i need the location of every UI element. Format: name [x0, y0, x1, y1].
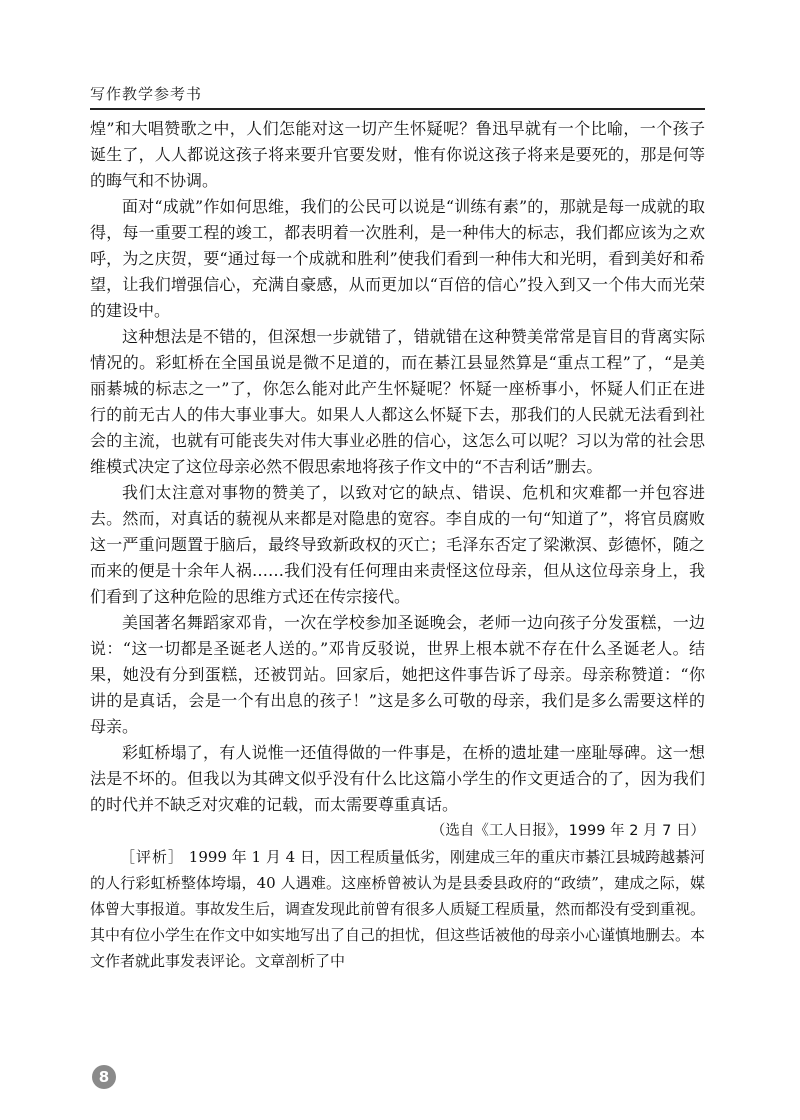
commentary — [90, 844, 705, 974]
commentary-tag: ［评析］ — [120, 848, 185, 866]
article-body — [90, 116, 705, 974]
paragraph-3: 这种想法是不错的，但深想一步就错了，错就错在这种赞美常常是盲目的背离实际情况的。彩虹桥在全国虽说是微不足道的，而在綦江县显然算是“重点工程”了，“是美丽綦城的标志之一”了，你怎么能对此产生怀疑呢？怀疑一座桥事小，怀疑人们正在进行的前无古人的伟大事业事大。如果人人都这么怀疑下去，那我们的人民就无法看到社会的主流，也就有可能丧失对伟大事业必胜的信心，这怎么可以呢？习以为常的社会思维模式决定了这位母亲必然不假思索地将孩子作文中的“不吉利话”删去。 — [90, 327, 705, 476]
page-number: 8 — [92, 1065, 116, 1089]
header-title: 写作教学参考书 — [90, 85, 203, 103]
page-header — [90, 70, 705, 110]
paragraph-2: 面对“成就”作如何思维，我们的公民可以说是“训练有素”的，那就是每一成就的取得，每一重要工程的竣工，都表明着一次胜利，是一种伟大的标志，我们都应该为之欢呼，为之庆贺，要“通过每一个成就和胜利”使我们看到一种伟大和光明，看到美好和希望，让我们增强信心，充满自豪感，从而更加以“百倍的信心”投入到又一个伟大而光荣的建设中。 — [90, 197, 705, 320]
paragraph-1: 煌”和大唱赞歌之中，人们怎能对这一切产生怀疑呢？鲁迅早就有一个比喻，一个孩子诞生了，人人都说这孩子将来要升官要发财，惟有你说这孩子将来是要死的，那是何等的晦气和不协调。 — [90, 119, 705, 190]
paragraph-5: 美国著名舞蹈家邓肯，一次在学校参加圣诞晚会，老师一边向孩子分发蛋糕，一边说：“这一切都是圣诞老人送的。”邓肯反驳说，世界上根本就不存在什么圣诞老人。结果，她没有分到蛋糕，还被罚站。回家后，她把这件事告诉了母亲。母亲称赞道：“你讲的是真话，会是一个有出息的孩子！”这是多么可敬的母亲，我们是多么需要这样的母亲。 — [90, 613, 705, 736]
commentary-text: 1999 年 1 月 4 日，因工程质量低劣，刚建成三年的重庆市綦江县城跨越綦河的人行彩虹桥整体垮塌，40 人遇难。这座桥曾被认为是县委县政府的“政绩”，建成之际，媒体曾大事报道。事故发生后，调查发现此前曾有很多人质疑工程质量，然而都没有受到重视。其中有位小学生在作文中如实地写出了自己的担忧，但这些话被他的母亲小心谨慎地删去。本文作者就此事发表评论。文章剖析了中 — [90, 848, 706, 970]
source-citation: （选自《工人日报》，1999 年 2 月 7 日） — [430, 823, 705, 839]
paragraph-6: 彩虹桥塌了，有人说惟一还值得做的一件事是，在桥的遗址建一座耻辱碑。这一想法是不坏的。但我以为其碑文似乎没有什么比这篇小学生的作文更适合的了，因为我们的时代并不缺乏对灾难的记载，而太需要尊重真话。 — [90, 743, 705, 814]
paragraph-4: 我们太注意对事物的赞美了，以致对它的缺点、错误、危机和灾难都一并包容进去。然而，对真话的藐视从来都是对隐患的宽容。李自成的一句“知道了”，将官员腐败这一严重问题置于脑后，最终导致新政权的灭亡；毛泽东否定了梁漱溟、彭德怀，随之而来的便是十余年人祸……我们没有任何理由来责怪这位母亲，但从这位母亲身上，我们看到了这种危险的思维方式还在传宗接代。 — [90, 483, 705, 606]
